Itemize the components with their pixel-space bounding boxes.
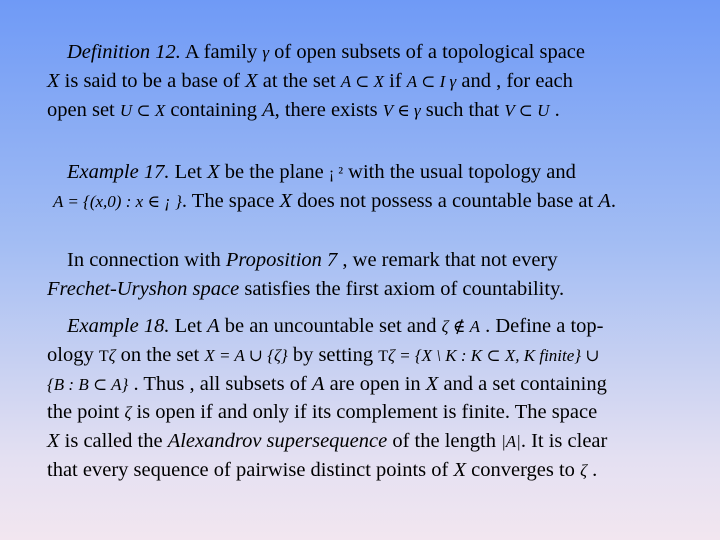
text-segment: . Define a top- xyxy=(479,315,604,337)
text-segment: is said to be a base of xyxy=(59,70,246,92)
math-expression: U ⊂ X xyxy=(119,101,166,120)
text-segment: . xyxy=(586,459,598,481)
text-segment: . xyxy=(549,99,560,121)
math-expression: ζ xyxy=(108,346,116,365)
text-segment: A xyxy=(207,315,220,337)
math-expression: A ⊂ X xyxy=(340,72,384,91)
math-expression: A ⊂ I xyxy=(406,72,450,91)
text-segment: and , for each xyxy=(456,70,573,92)
text-segment: is called the xyxy=(59,430,168,452)
remark-line-2 xyxy=(47,277,564,301)
math-expression: X = A ∪ {ζ} xyxy=(204,346,288,365)
math-expression: A = {(x,0) : x ∈ ¡ } xyxy=(53,192,182,211)
definition-12-line-2 xyxy=(47,69,573,94)
text-segment: Frechet-Uryshon space xyxy=(47,278,240,300)
example-18-line-2 xyxy=(47,343,600,369)
text-segment: , there exists xyxy=(274,99,383,121)
definition-12-line-1 xyxy=(67,40,585,65)
text-segment: the point xyxy=(47,401,125,423)
example-18-line-4 xyxy=(47,400,597,425)
text-segment: does not possess a countable base at xyxy=(291,190,599,212)
math-expression: ζ xyxy=(388,346,395,365)
text-segment: . Thus , all subsets of xyxy=(128,373,312,395)
text-segment: on the set xyxy=(115,344,205,366)
text-segment: X xyxy=(47,70,60,92)
example-18-line-5 xyxy=(47,429,607,454)
math-expression: ¡ ² xyxy=(328,165,344,182)
math-expression: V ⊂ U xyxy=(504,101,550,120)
text-segment: of open subsets of a topological space xyxy=(269,41,585,63)
text-segment: containing xyxy=(165,99,263,121)
math-expression: V ∈ γ xyxy=(382,101,421,120)
text-segment: X xyxy=(207,161,220,183)
math-expression: |A| xyxy=(501,432,521,451)
text-segment: A xyxy=(311,373,325,395)
text-segment: are open in xyxy=(324,373,426,395)
text-segment: X xyxy=(279,190,292,212)
text-segment: Definition 12. xyxy=(67,41,181,63)
example-18-line-3 xyxy=(47,372,607,397)
math-expression: ζ xyxy=(124,403,132,422)
math-expression: ζ xyxy=(580,461,587,480)
text-segment: of the length xyxy=(387,430,502,452)
text-segment: X xyxy=(245,70,258,92)
text-segment: X xyxy=(425,373,439,395)
text-segment: . It is clear xyxy=(520,430,608,452)
text-segment: . xyxy=(610,190,616,212)
text-segment: be an uncountable set and xyxy=(219,315,442,337)
math-expression: = {X \ K : K ⊂ X, K finite} ∪ xyxy=(394,346,600,365)
math-expression: T xyxy=(378,348,389,365)
text-segment: ology xyxy=(47,344,99,366)
text-segment: converges to xyxy=(466,459,581,481)
text-segment: Proposition 7 xyxy=(225,249,338,271)
text-segment: Example 18. xyxy=(67,315,170,337)
text-segment: In connection with xyxy=(67,249,226,271)
text-segment: at the set xyxy=(257,70,341,92)
math-expression: γ xyxy=(262,43,270,62)
example-18-line-6 xyxy=(47,458,597,483)
math-expression: ζ ∉ A xyxy=(441,317,480,336)
text-segment: be the plane xyxy=(219,161,329,183)
text-segment: Let xyxy=(169,161,208,183)
text-segment: X xyxy=(47,430,60,452)
text-segment: is open if and only if its complement is finite. The space xyxy=(131,401,598,423)
text-segment: , we remark that not every xyxy=(337,249,558,271)
text-segment: and a set containing xyxy=(438,373,607,395)
example-18-line-1 xyxy=(67,314,604,339)
text-segment: A xyxy=(598,190,611,212)
text-segment: Example 17. xyxy=(67,161,170,183)
text-segment: satisfies the first axiom of countability. xyxy=(239,278,565,300)
math-expression: {B : B ⊂ A} xyxy=(47,375,129,394)
text-segment: by setting xyxy=(287,344,379,366)
text-segment: with the usual topology and xyxy=(343,161,576,183)
text-segment: X xyxy=(453,459,466,481)
text-segment: Alexandrov supersequence xyxy=(167,430,388,452)
text-segment: such that xyxy=(420,99,505,121)
definition-12-line-3 xyxy=(47,98,560,123)
text-segment: that every sequence of pairwise distinct points of xyxy=(47,459,454,481)
example-17-line-1 xyxy=(67,160,576,186)
math-expression: T xyxy=(98,348,109,365)
text-segment: . The space xyxy=(181,190,280,212)
text-segment: if xyxy=(384,70,407,92)
math-expression: γ xyxy=(449,72,457,91)
example-17-line-2 xyxy=(53,189,616,214)
remark-line-1 xyxy=(67,248,558,272)
text-segment: A xyxy=(262,99,275,121)
text-segment: open set xyxy=(47,99,120,121)
text-segment: A family xyxy=(180,41,263,63)
text-segment: Let xyxy=(169,315,208,337)
